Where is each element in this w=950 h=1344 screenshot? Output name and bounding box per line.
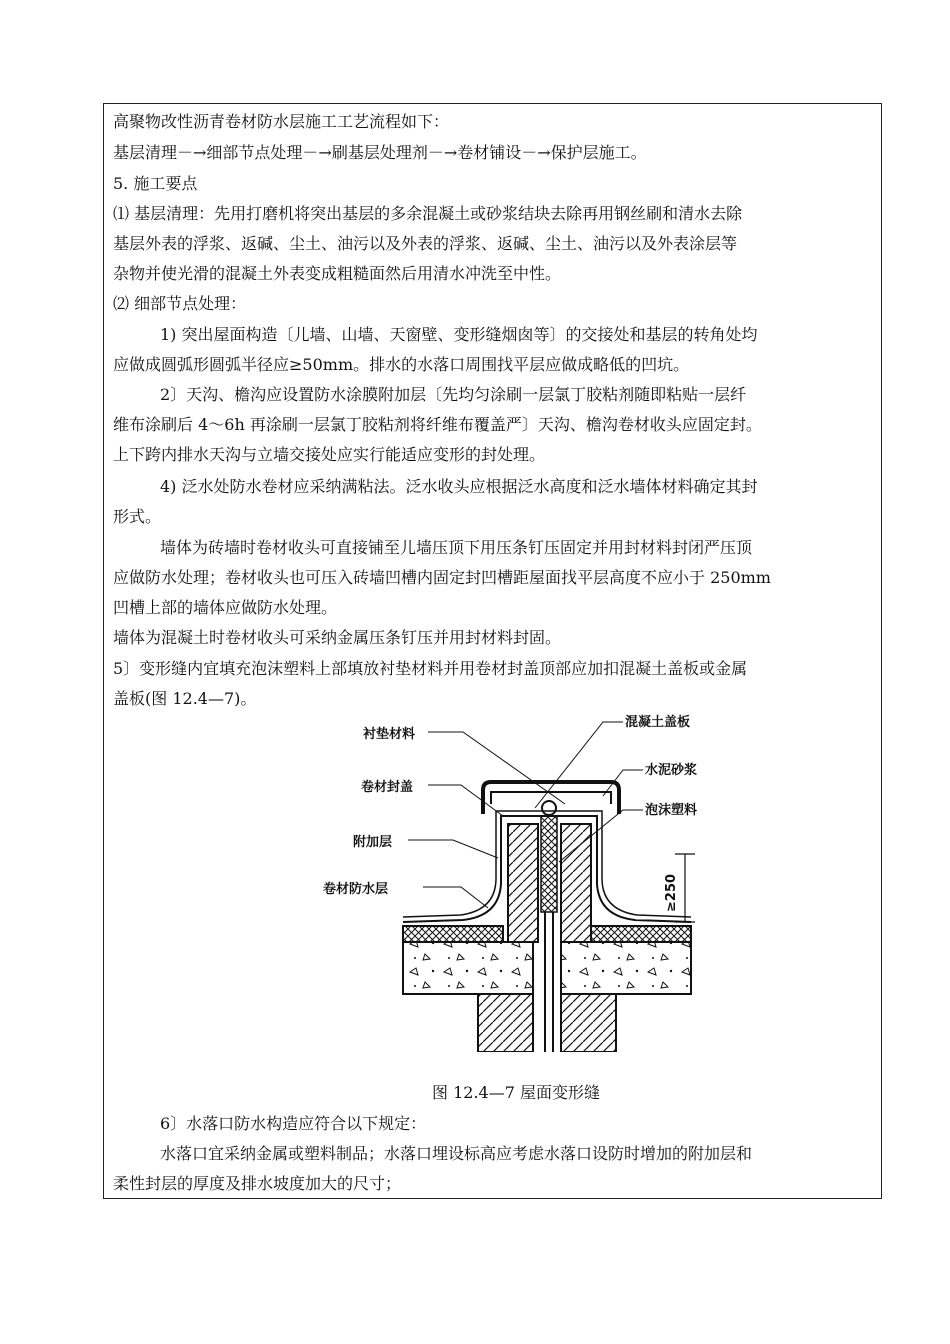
label-membrane-cover: 卷材封盖 <box>361 780 414 795</box>
text-line: 墙体为混凝土时卷材收头可采纳金属压条钉压并用封材料封固。 <box>113 628 562 647</box>
label-waterproof-membrane: 卷材防水层 <box>323 882 389 897</box>
text-line: 6〕水落口防水构造应符合以下规定： <box>160 1114 427 1133</box>
label-backer-material: 衬垫材料 <box>363 727 416 742</box>
left-slab <box>403 942 533 994</box>
text-line: 基层外表的浮浆、返碱、尘土、油污以及外表的浮浆、返碱、尘土、油污以及外表涂层等 <box>113 234 738 253</box>
label-foam-plastic: 泡沫塑料 <box>645 803 698 818</box>
text-line: 5〕变形缝内宜填充泡沫塑料上部填放衬垫材料并用卷材封盖顶部应加扣混凝土盖板或金属 <box>113 659 748 678</box>
text-line: 上下跨内排水天沟与立墙交接处应实行能适应变形的封处理。 <box>113 445 546 464</box>
text-line: 形式。 <box>113 507 162 526</box>
text-line: 1) 突出屋面构造〔儿墙、山墙、天窗壁、变形缝烟囱等〕的交接处和基层的转角处均 <box>160 325 758 344</box>
text-line: 2〕天沟、檐沟应设置防水涂膜附加层〔先均匀涂刷一层氯丁胶粘剂随即粘贴一层纤 <box>160 385 747 404</box>
right-slab <box>561 942 691 994</box>
subsection-heading: ⑵ 细部节点处理： <box>113 294 247 313</box>
deformation-joint-figure <box>303 712 731 1052</box>
text-line: 基层清理－→细部节点处理－→刷基层处理剂－→卷材铺设－→保护层施工。 <box>113 143 647 162</box>
text-line: 4) 泛水处防水卷材应采纳满粘法。泛水收头应根据泛水高度和泛水墙体材料确定其封 <box>160 477 758 496</box>
text-line: ⑴ 基层清理：先用打磨机将突出基层的多余混凝土或砂浆结块去除再用钢丝刷和清水去除 <box>113 204 743 223</box>
text-line: 盖板(图 12.4—7)。 <box>113 689 257 708</box>
left-upstand <box>508 824 538 942</box>
text-line: 凹槽上部的墙体应做防水处理。 <box>113 598 338 617</box>
right-lower-wall <box>561 994 616 1052</box>
text-line: 墙体为砖墙时卷材收头可直接铺至儿墙压顶下用压条钉压固定并用封材料封闭严压顶 <box>160 538 753 557</box>
text-line: 杂物并使光滑的混凝土外表变成粗糙面然后用清水冲洗至中性。 <box>113 264 562 283</box>
text-line: 水落口宜采纳金属或塑料制品；水落口埋设标高应考虑水落口设防时增加的附加层和 <box>160 1144 753 1163</box>
dimension-label: ≥250 <box>664 873 679 912</box>
text-line: 应做成圆弧形圆弧半径应≥50mm。排水的水落口周围找平层应做成略低的凹坑。 <box>113 355 690 374</box>
backer-rod <box>542 801 556 815</box>
section-heading: 5. 施工要点 <box>113 174 198 193</box>
text-line: 柔性封层的厚度及排水坡度加大的尺寸； <box>113 1174 402 1193</box>
label-concrete-cover: 混凝土盖板 <box>625 715 691 730</box>
text-line: 高聚物改性沥青卷材防水层施工工艺流程如下： <box>113 112 450 131</box>
right-upstand <box>561 824 591 942</box>
label-additional-layer: 附加层 <box>353 835 393 850</box>
text-line: 维布涂刷后 4～6h 再涂刷一层氯丁胶粘剂将纤维布覆盖严〕天沟、檐沟卷材收头应固定封。 <box>113 415 762 434</box>
text-line: 应做防水处理；卷材收头也可压入砖墙凹槽内固定封凹槽距屋面找平层高度不应小于 250mm <box>113 568 771 587</box>
foam-filler <box>541 816 557 912</box>
right-insulation <box>591 926 691 942</box>
figure-caption: 图 12.4—7 屋面变形缝 <box>432 1083 600 1102</box>
left-insulation <box>403 926 503 942</box>
label-cement-mortar: 水泥砂浆 <box>645 763 698 778</box>
left-lower-wall <box>478 994 533 1052</box>
